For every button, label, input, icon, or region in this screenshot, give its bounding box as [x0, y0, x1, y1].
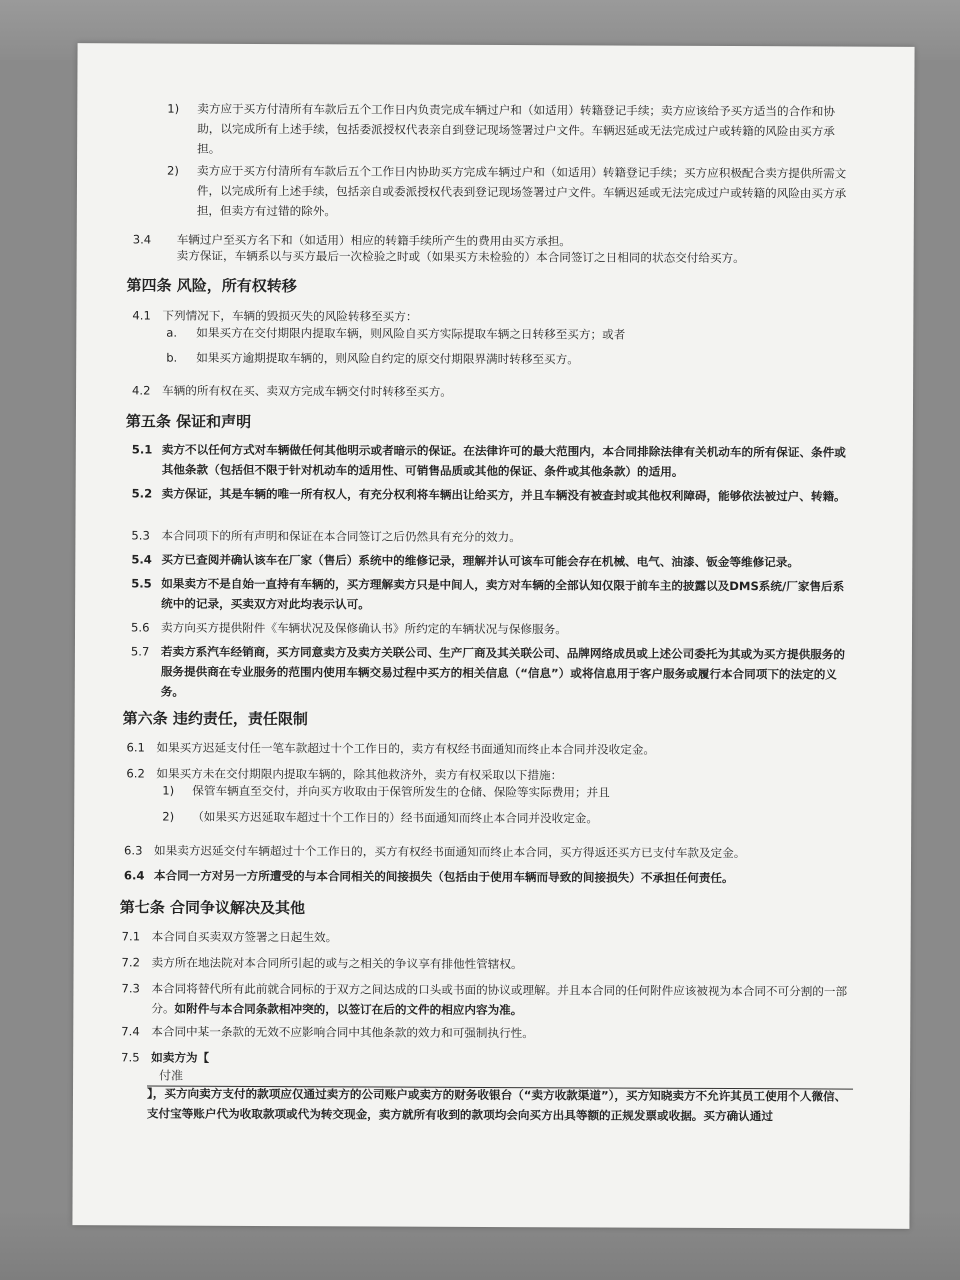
- clause-6-4-text: 本合同一方对另一方所遭受的与本合同相关的间接损失（包括由于使用车辆而导致的间接损失）不承担任何责任。: [153, 868, 734, 886]
- clause-5-3-number: 5.3: [131, 528, 150, 543]
- clause-3-item-2-text: 卖方应于买方付清所有车款后五个工作日内协助买方完成车辆过户和（如适用）转籍登记手续；买方应积极配合卖方提供所需文件，以完成所有上述手续，包括亲自或委派授权代表到登记现场签署过户文件。车辆迟延或无法完成过户或转籍的风险由买方承担，但卖方有过错的除外。: [196, 163, 847, 219]
- clause-4-1-b-label: b.: [166, 350, 178, 365]
- clause-3-item-1-label: 1): [167, 101, 180, 116]
- clause-6-1-number: 6.1: [126, 740, 145, 755]
- clause-5-6-number: 5.6: [131, 620, 150, 635]
- clause-3-4-line-2: 卖方保证，车辆系以与买方最后一次检验之时或（如果买方未检验的）本合同签订之日相同的状态交付给买方。: [176, 248, 745, 266]
- clause-5-1-number: 5.1: [131, 442, 153, 457]
- clause-5-5-text: 如果卖方不是自始一直持有车辆的，买方理解卖方只是中间人，卖方对车辆的全部认知仅限于前车主的披露以及DMS系统/厂家售后系统中的记录，买卖双方对此均表示认可。: [161, 576, 845, 612]
- clause-5-4-text: 买方已查阅并确认该车在厂家（售后）系统中的维修记录，理解并认可该车可能会存在机械、电气、油漆、钣金等维修记录。: [161, 552, 800, 570]
- clause-5-1-text: 卖方不以任何方式对车辆做任何其他明示或者暗示的保证。在法律许可的最大范围内，本合同排除法律有关机动车的所有保证、条件或其他条款（包括但不限于针对机动车的适用性、可销售品质或其他的保证、条件或其他条款）的适用。: [161, 442, 846, 479]
- clause-6-4-number: 6.4: [123, 868, 145, 883]
- clause-7-2-text: 卖方所在地法院对本合同所引起的或与之相关的争议享有排他性管辖权。: [151, 955, 523, 972]
- clause-7-5-text: 如卖方为【: [151, 1050, 210, 1065]
- clause-5-2-number: 5.2: [131, 486, 153, 501]
- clause-5-7-text: 若卖方系汽车经销商，买方同意卖方及卖方关联公司、生产厂商及其关联公司、品牌网络成员或上述公司委托为其或为买方提供服务的服务提供商在专业服务的范围内使用车辆交易过程中买方的相关信息（“信息”）或将信息用于客户服务或履行本合同项下的法定的义务。: [160, 644, 845, 699]
- clause-5-3-text: 本合同项下的所有声明和保证在本合同签订之后仍然具有充分的效力。: [161, 528, 521, 545]
- clause-6-2-number: 6.2: [126, 766, 145, 781]
- clause-7-5-tail: 】，买方向卖方支付的款项应仅通过卖方的公司账户或卖方的财务收银台（“卖方收款渠道”），买方知晓卖方不允许其员工使用个人微信、支付宝等账户代为收取款项或代为转交现金，卖方就所有收到的款项均会向买方出具等额的正规发票或收据。买方确认通过: [146, 1086, 847, 1124]
- clause-6-2-2-text: （如果买方迟延取车超过十个工作日的）经书面通知而终止本合同并没收定金。: [192, 809, 599, 826]
- clause-6-1-text: 如果买方迟延支付任一笔车款超过十个工作日的，卖方有权经书面通知而终止本合同并没收定金。: [156, 740, 656, 757]
- clause-4-1-a-text: 如果买方在交付期限内提取车辆，则风险自买方实际提取车辆之日转移至买方；或者: [196, 325, 626, 342]
- clause-3-4-line-1: 车辆过户至买方名下和（如适用）相应的转籍手续所产生的费用由买方承担。: [176, 232, 571, 249]
- clause-7-5-handwriting: 付准: [159, 1068, 184, 1083]
- article-7-heading: 第七条 合同争议解决及其他: [119, 898, 306, 918]
- clause-6-2-text: 如果买方未在交付期限内提取车辆的，除其他救济外，卖方有权采取以下措施：: [156, 766, 563, 783]
- clause-7-3-text-a: 本合同将替代所有此前就合同标的于双方之间达成的口头或书面的协议或理解。并且本合同的任何附件应该被视为本合同不可分割的一部分。: [151, 981, 848, 1016]
- clause-7-5-number: 7.5: [121, 1050, 140, 1065]
- clause-7-3-text-b: 如附件与本合同条款相冲突的，以签订在后的文件的相应内容为准。: [174, 1001, 523, 1018]
- clause-3-item-1-text: 卖方应于买方付清所有车款后五个工作日内负责完成车辆过户和（如适用）转籍登记手续；卖方应该给予买方适当的合作和协助，以完成所有上述手续，包括委派授权代表亲自到登记现场签署过户文件。车辆迟延或无法完成过户或转籍的风险由买方承担。: [197, 101, 835, 156]
- clause-3-4-number: 3.4: [132, 232, 152, 247]
- clause-6-3-text: 如果卖方迟延交付车辆超过十个工作日的，买方有权经书面通知而终止本合同，买方得返还买方已支付车款及定金。: [154, 843, 746, 861]
- article-4-heading: 第四条 风险，所有权转移: [126, 276, 297, 296]
- clause-7-3-number: 7.3: [121, 981, 140, 996]
- clause-7-1-text: 本合同自买卖双方签署之日起生效。: [151, 929, 338, 945]
- article-6-heading: 第六条 违约责任，责任限制: [122, 709, 308, 729]
- clause-6-3-number: 6.3: [124, 843, 143, 858]
- clause-4-1-b-text: 如果买方逾期提取车辆的，则风险自约定的原交付期限界满时转移至买方。: [196, 350, 579, 367]
- clause-7-4-number: 7.4: [121, 1024, 140, 1039]
- clause-7-1-number: 7.1: [121, 929, 141, 944]
- clause-5-2-text: 卖方保证，其是车辆的唯一所有权人，有充分权利将车辆出让给买方，并且车辆没有被查封或其他权利障碍，能够依法被过户、转籍。: [161, 486, 846, 504]
- clause-4-2-text: 车辆的所有权在买、卖双方完成车辆交付时转移至买方。: [162, 383, 452, 399]
- clause-6-2-1-text: 保管车辆直至交付，并向买方收取由于保管所发生的仓储、保险等实际费用；并且: [192, 783, 610, 800]
- clause-5-4-number: 5.4: [131, 552, 152, 567]
- clause-4-2-number: 4.2: [132, 383, 151, 398]
- clause-5-7-number: 5.7: [130, 644, 150, 659]
- clause-7-2-number: 7.2: [121, 955, 141, 970]
- clause-6-2-2-label: 2): [162, 809, 175, 824]
- clause-5-6-text: 卖方向买方提供附件《车辆状况及保修确认书》所约定的车辆状况与保修服务。: [161, 620, 567, 637]
- clause-3-item-2-label: 2): [166, 163, 179, 178]
- clause-5-5-number: 5.5: [131, 576, 152, 591]
- clause-6-2-1-label: 1): [162, 783, 175, 798]
- clause-7-4-text: 本合同中某一条款的无效不应影响合同中其他条款的效力和可强制执行性。: [151, 1024, 534, 1041]
- clause-4-1-number: 4.1: [132, 308, 151, 323]
- clause-4-1-a-label: a.: [166, 325, 178, 340]
- article-5-heading: 第五条 保证和声明: [125, 412, 252, 431]
- clause-7-3-text: [151, 979, 853, 1022]
- contract-page: [72, 43, 914, 1229]
- clause-4-1-text: 下列情况下，车辆的毁损灭失的风险转移至买方：: [162, 308, 418, 324]
